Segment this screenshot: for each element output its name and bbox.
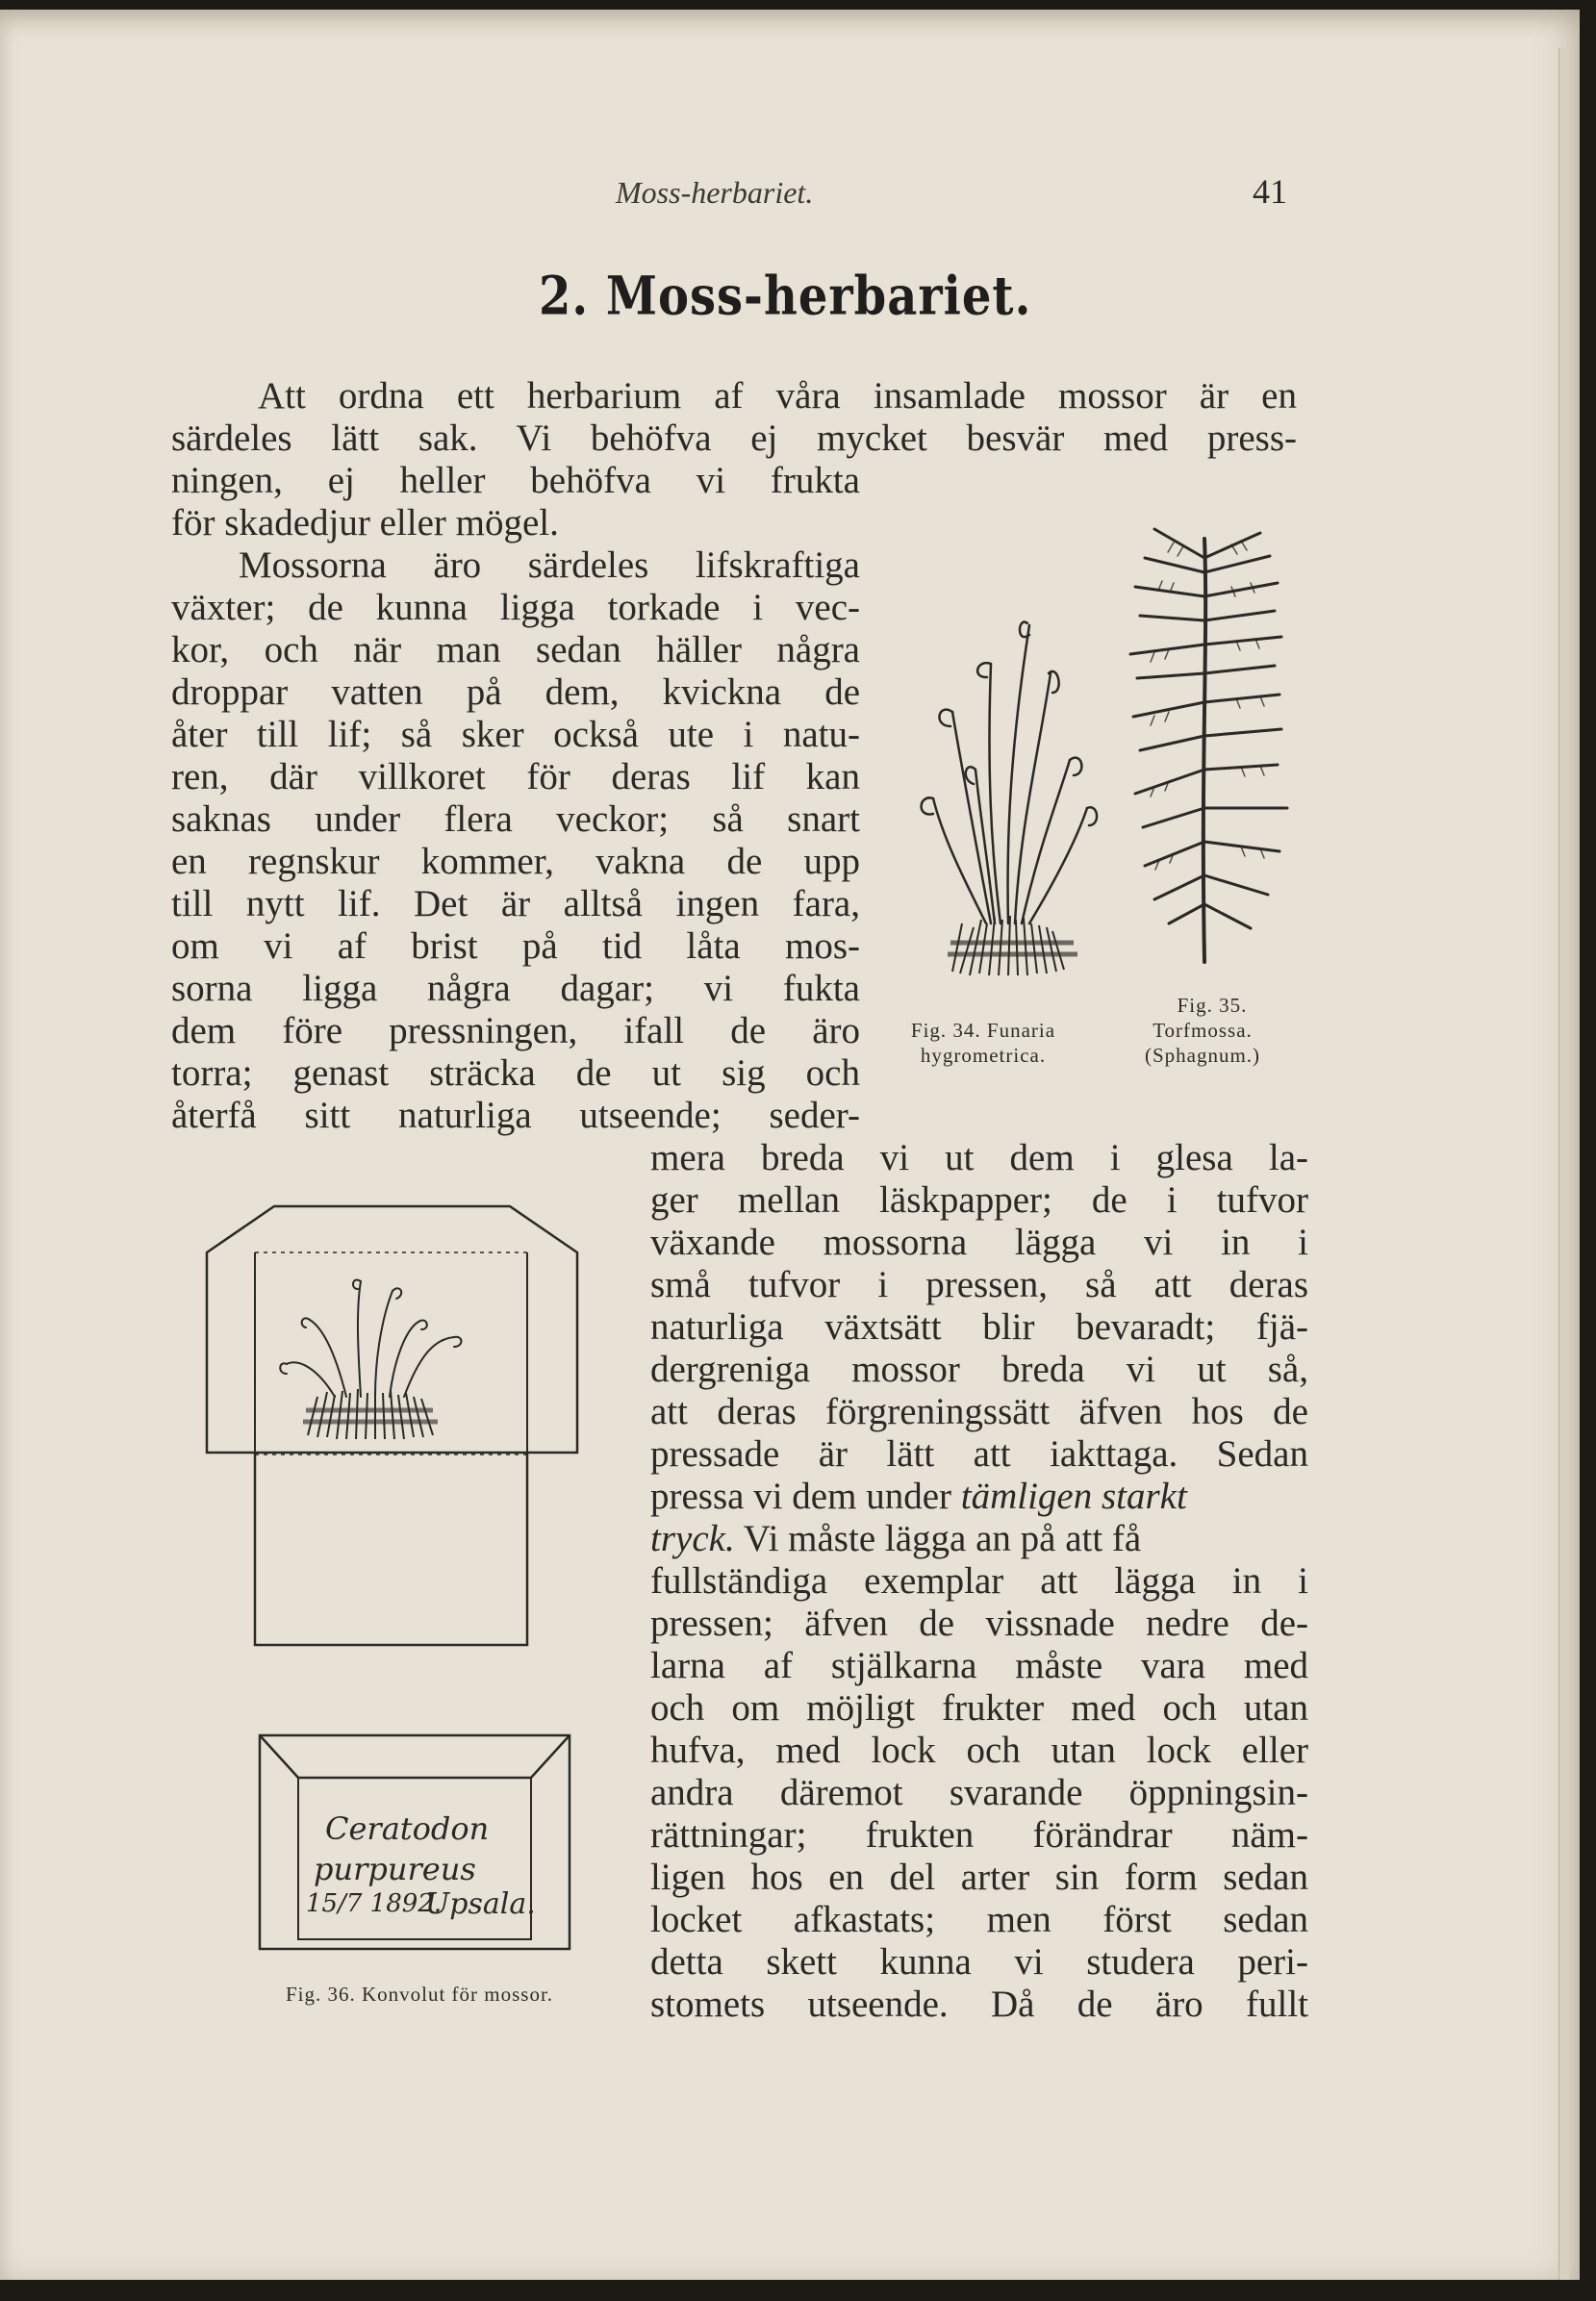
body-line: hufva, med lock och utan lock eller	[650, 1730, 1308, 1771]
body-line: ligen hos en del arter sin form sedan	[650, 1857, 1308, 1898]
body-line: pressen; äfven de vissnade nedre de-	[650, 1603, 1308, 1644]
body-line: rättningar; frukten förändrar näm-	[650, 1814, 1308, 1856]
body-line: Mossorna äro särdeles lifskraftiga	[239, 544, 860, 586]
body-line: återfå sitt naturliga utseende; seder-	[171, 1095, 860, 1136]
label-species: purpureus	[314, 1851, 476, 1887]
fig36-caption: Fig. 36. Konvolut för mossor.	[285, 1983, 554, 2006]
page-number: 41	[1253, 172, 1287, 211]
body-line: för skadedjur eller mögel.	[171, 502, 559, 544]
book-page	[0, 10, 1580, 2280]
fig34-caption-2: hygrometrica.	[920, 1044, 1047, 1067]
funaria-illustration	[895, 606, 1116, 981]
body-line: sorna ligga några dagar; vi fukta	[171, 968, 860, 1009]
body-line: larna af stjälkarna måste vara med	[650, 1645, 1308, 1686]
body-text: pressa vi dem under	[650, 1476, 961, 1517]
body-line: naturliga växtsätt blir bevaradt; fjä-	[650, 1306, 1308, 1348]
body-line: andra däremot svarande öppningsin-	[650, 1772, 1308, 1813]
body-line: fullständiga exemplar att lägga in i	[650, 1560, 1308, 1602]
body-line: växande mossorna lägga vi in i	[650, 1222, 1308, 1263]
body-line: särdeles lätt sak. Vi behöfva ej mycket besvär med press-	[171, 417, 1297, 459]
body-line: ren, där villkoret för deras lif kan	[171, 756, 860, 797]
body-line: en regnskur kommer, vakna de upp	[171, 841, 860, 882]
body-line: till nytt lif. Det är alltså ingen fara,	[171, 883, 860, 924]
body-line: stomets utseende. Då de äro fullt	[650, 1984, 1308, 2025]
body-line: om vi af brist på tid låta mos-	[171, 925, 860, 967]
fig35-caption-3: (Sphagnum.)	[1144, 1044, 1261, 1067]
body-line: och om möjligt frukter med och utan	[650, 1687, 1308, 1729]
body-line: ger mellan läskpapper; de i tufvor	[650, 1179, 1308, 1221]
fig35-caption-1: Fig. 35.	[1177, 994, 1248, 1017]
body-line: dem före pressningen, ifall de äro	[171, 1010, 860, 1051]
body-line: ningen, ej heller behöfva vi frukta	[171, 460, 860, 501]
body-line: droppar vatten på dem, kvickna de	[171, 671, 860, 713]
body-line: torra; genast sträcka de ut sig och	[171, 1052, 860, 1094]
section-title: 2. Moss-herbariet.	[539, 265, 1032, 328]
body-line	[650, 1476, 1308, 1518]
body-line: mera breda vi ut dem i glesa la-	[650, 1137, 1308, 1178]
body-line: kor, och när man sedan häller några	[171, 629, 860, 670]
body-line: saknas under flera veckor; så snart	[171, 798, 860, 840]
body-text: Vi måste lägga an på att få	[734, 1518, 1142, 1559]
emphasis-text: tämligen starkt	[960, 1476, 1187, 1517]
body-line: åter till lif; så sker också ute i natu-	[171, 714, 860, 755]
sphagnum-illustration	[1116, 519, 1299, 972]
label-place: Upsala.	[425, 1887, 536, 1921]
body-line: Att ordna ett herbarium af våra insamlade mossor är en	[258, 375, 1297, 417]
body-line: små tufvor i pressen, så att deras	[650, 1264, 1308, 1305]
label-genus: Ceratodon	[325, 1810, 490, 1847]
label-date: 15/7 1892.	[306, 1889, 443, 1918]
running-head: Moss-herbariet.	[616, 175, 814, 210]
body-line: växter; de kunna ligga torkade i vec-	[171, 587, 860, 628]
fig34-caption-1: Fig. 34. Funaria	[910, 1019, 1056, 1042]
fig35-caption-2: Torfmossa.	[1153, 1019, 1253, 1042]
envelope-open-illustration	[202, 1195, 606, 1656]
envelope-closed-illustration	[256, 1732, 573, 1953]
body-line: pressade är lätt att iakttaga. Sedan	[650, 1433, 1308, 1475]
body-line: detta skett kunna vi studera peri-	[650, 1941, 1308, 1983]
page-edge	[1558, 48, 1569, 2280]
body-line: dergreniga mossor breda vi ut så,	[650, 1349, 1308, 1390]
body-line	[650, 1518, 1308, 1560]
emphasis-text: tryck.	[650, 1518, 735, 1559]
body-line: att deras förgreningssätt äfven hos de	[650, 1391, 1308, 1432]
body-line: locket afkastats; men först sedan	[650, 1899, 1308, 1940]
